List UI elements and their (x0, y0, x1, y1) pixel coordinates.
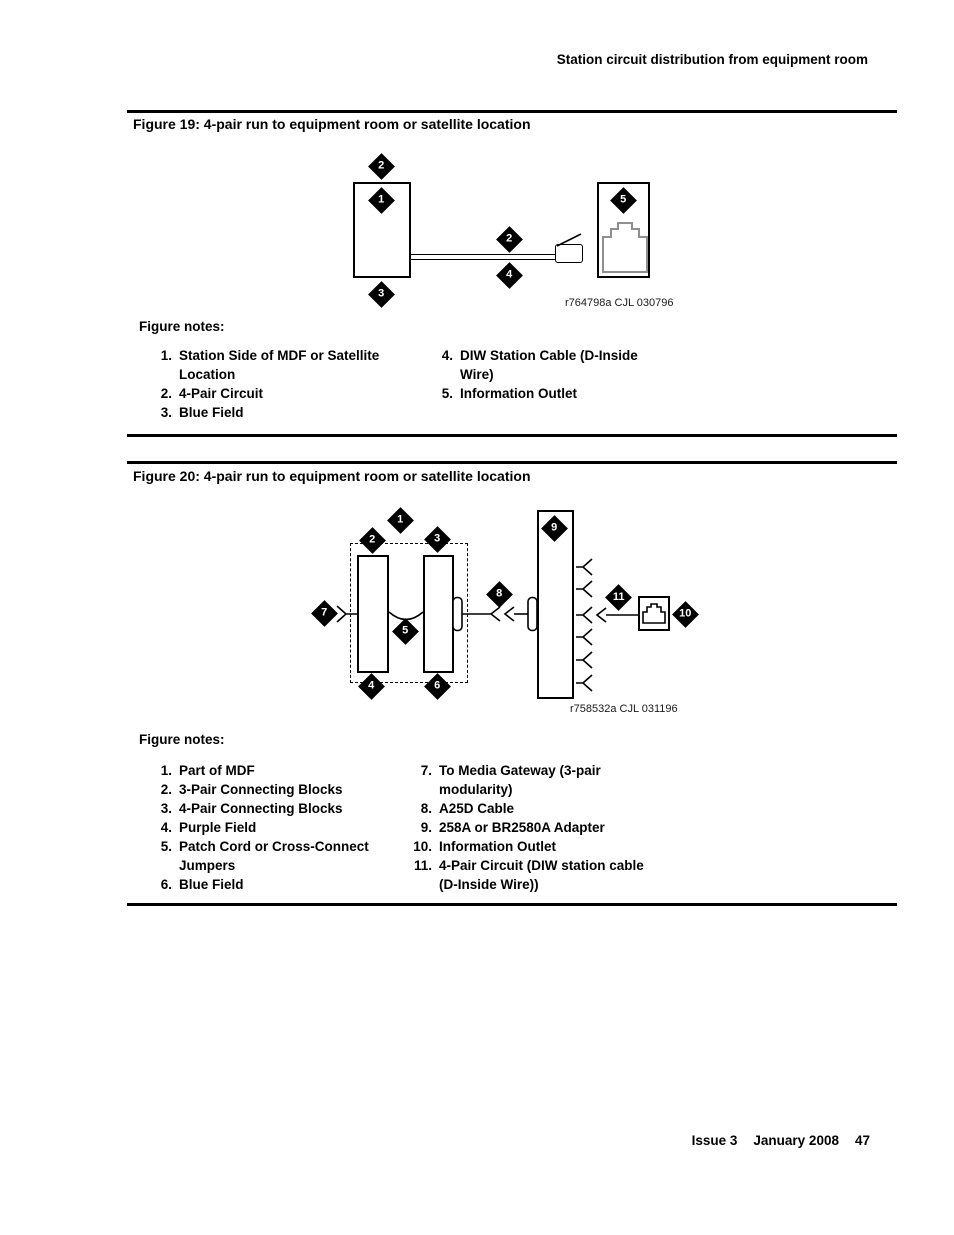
note-item: 10. Information Outlet (413, 839, 556, 854)
four-pair-block (423, 555, 454, 673)
callout-6: 6 (424, 673, 451, 700)
figure20-notes-left (152, 761, 369, 894)
adapter-fork-icons (576, 559, 592, 691)
horizontal-rule (127, 903, 897, 906)
note-item: 2. 4-Pair Circuit (160, 386, 264, 401)
callout-4: 4 (496, 262, 523, 289)
note-item: 1. Part of MDF (160, 763, 255, 778)
footer-issue: Issue 3 (691, 1133, 738, 1148)
figure19-drawing-id: r764798a CJL 030796 (565, 297, 674, 309)
note-item: 5. Patch Cord or Cross-Connect Jumpers (160, 839, 369, 873)
figure20-drawing-id: r758532a CJL 031196 (570, 703, 678, 715)
information-outlet-small-box (638, 596, 670, 631)
callout-4: 4 (358, 673, 385, 700)
callout-11: 11 (605, 584, 632, 611)
callout-2-top: 2 (368, 153, 395, 180)
callout-3: 3 (368, 281, 395, 308)
horizontal-rule (127, 434, 897, 437)
note-item: 8. A25D Cable (420, 801, 515, 816)
figure19-title: Figure 19: 4-pair run to equipment room or satellite location (133, 116, 531, 132)
figure19-notes-label: Figure notes: (139, 319, 225, 334)
page-footer (692, 1133, 870, 1148)
callout-2-cable: 2 (496, 226, 523, 253)
horizontal-rule (127, 461, 897, 464)
note-item: 4. DIW Station Cable (D-Inside Wire) (441, 348, 638, 382)
callout-10: 10 (672, 601, 699, 628)
figure19-notes-right (433, 346, 638, 403)
note-item: 3. 4-Pair Connecting Blocks (160, 801, 343, 816)
note-item: 11. 4-Pair Circuit (DIW station cable (D-Inside Wire)) (413, 858, 644, 892)
page-header: Station circuit distribution from equipment room (556, 52, 868, 67)
callout-3: 3 (424, 526, 451, 553)
note-item: 3. Blue Field (160, 405, 244, 420)
footer-date: January 2008 (753, 1133, 839, 1148)
note-item: 9. 258A or BR2580A Adapter (420, 820, 605, 835)
figure20-notes-label: Figure notes: (139, 732, 225, 747)
callout-7: 7 (311, 600, 338, 627)
note-item: 4. Purple Field (160, 820, 257, 835)
note-item: 2. 3-Pair Connecting Blocks (160, 782, 343, 797)
footer-page-number: 47 (854, 1133, 870, 1148)
callout-1: 1 (368, 187, 395, 214)
diw-station-cable (411, 254, 555, 260)
callout-5: 5 (610, 187, 637, 214)
adapter-connector-capsule (528, 598, 537, 631)
callout-1: 1 (387, 507, 414, 534)
cable-chevron-icons (491, 607, 514, 621)
callout-2: 2 (359, 527, 386, 554)
note-item: 6. Blue Field (160, 877, 244, 892)
figure19-notes-left (152, 346, 379, 422)
figure20-notes-right (402, 761, 644, 894)
modular-plug-icon (555, 244, 583, 263)
callout-9: 9 (541, 515, 568, 542)
callout-5: 5 (392, 618, 419, 645)
figure20-title: Figure 20: 4-pair run to equipment room or satellite location (133, 468, 531, 484)
note-item: 7. To Media Gateway (3-pair modularity) (420, 763, 601, 797)
note-item: 5. Information Outlet (441, 386, 577, 401)
horizontal-rule (127, 110, 897, 113)
note-item: 1. Station Side of MDF or Satellite Location (160, 348, 380, 382)
callout-8: 8 (486, 581, 513, 608)
three-pair-block (357, 555, 389, 673)
